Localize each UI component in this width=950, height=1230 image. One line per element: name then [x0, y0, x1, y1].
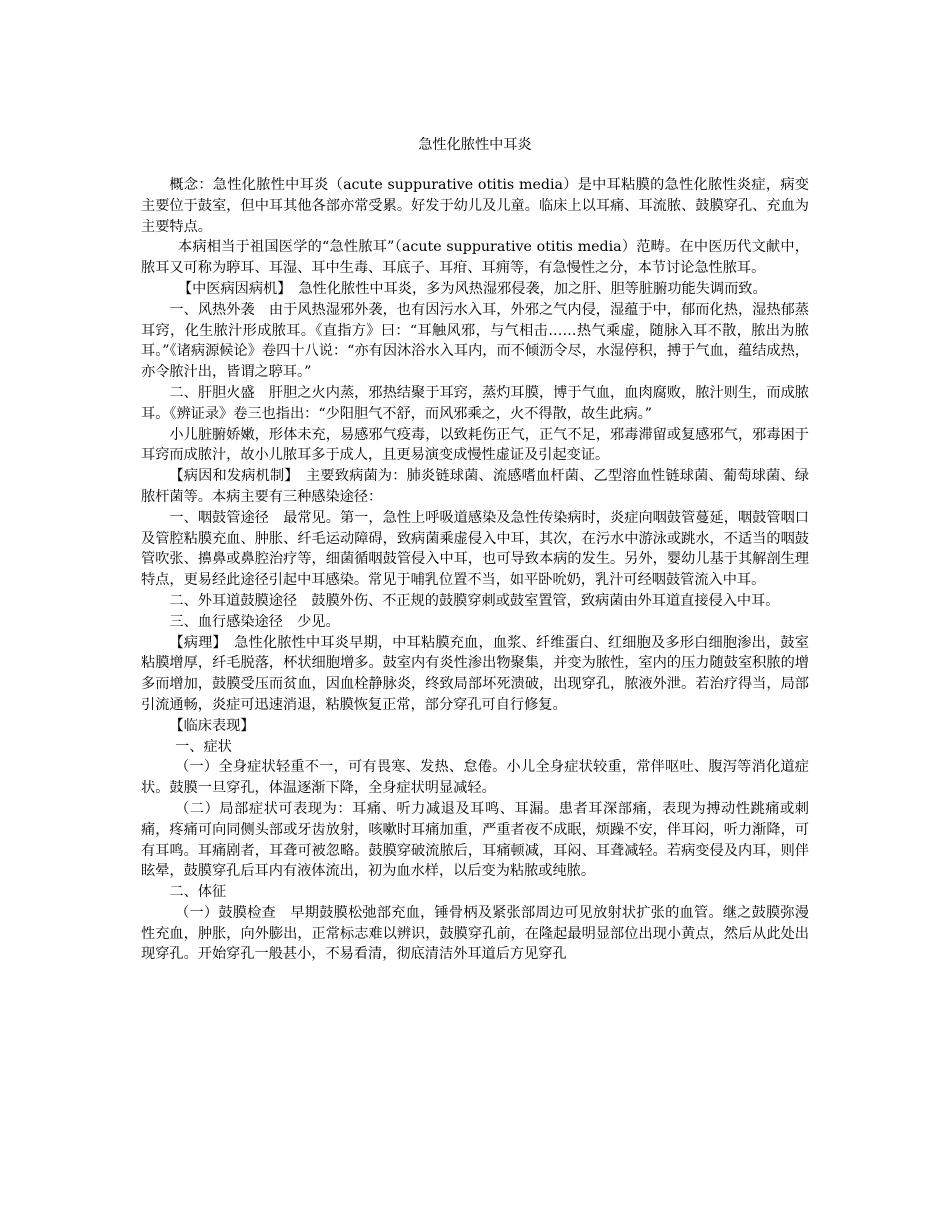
paragraph-pathogenesis: 【病因和发病机制】 主要致病菌为：肺炎链球菌、流感嗜血杆菌、乙型溶血性链球菌、葡萄球菌、绿脓杆菌等。本病主要有三种感染途径：	[141, 468, 809, 505]
paragraph-eustachian-route: 一、咽鼓管途径 最常见。第一，急性上呼吸道感染及急性传染病时，炎症向咽鼓管蔓延，咽鼓管咽口及管腔粘膜充血、肿胀、纤毛运动障碍，致病菌乘虚侵入中耳，其次，在污水中游泳或跳水，不适当的咽鼓管吹张、擤鼻或鼻腔治疗等，细菌循咽鼓管侵入中耳，也可导致本病的发生。另外，婴幼儿基于其解剖生理特点，更易经此途径引起中耳感染。常见于哺乳位置不当，如平卧吮奶，乳汁可经咽鼓管流入中耳。	[141, 509, 809, 589]
heading-clinical: 【临床表现】	[169, 717, 255, 734]
paragraph-pathology: 【病理】 急性化脓性中耳炎早期，中耳粘膜充血，血浆、纤维蛋白、红细胞及多形白细胞渗出，鼓室粘膜增厚，纤毛脱落，杯状细胞增多。鼓室内有炎性渗出物聚集，并变为脓性，室内的压力随鼓室积脓的增多而增加，鼓膜受压而贫血，因血栓静脉炎，终致局部坏死溃破，出现穿孔，脓液外泄。若治疗得当，局部引流通畅，炎症可迅速消退，粘膜恢复正常，部分穿孔可自行修复。	[141, 634, 809, 713]
heading-symptoms: 一、症状	[175, 738, 232, 755]
heading-signs: 二、体征	[169, 884, 227, 901]
paragraph-children: 小儿脏腑娇嫩，形体未充，易感邪气疫毒，以致耗伤正气，正气不足，邪毒滞留或复感邪气，邪毒困于耳窍而成脓汁，故小儿脓耳多于成人，且更易演变成慢性虚证及引起变证。	[141, 426, 809, 464]
paragraph-tcm-equivalent: 本病相当于祖国医学的“急性脓耳”（acute suppurative otitis media）范畴。在中医历代文献中，脓耳又可称为聤耳、耳湿、耳中生毒、耳底子、耳疳、耳痈等，有急慢性之分，本节讨论急性脓耳。	[141, 239, 809, 277]
paragraph-liver-gallbladder-fire: 二、肝胆火盛 肝胆之火内蒸，邪热结聚于耳窍，蒸灼耳膜，博于气血，血肉腐败，脓汁则生，而成脓耳。《辨证录》卷三也指出：“少阳胆气不舒，而风邪乘之，火不得散，故生此病。”	[141, 384, 809, 422]
paragraph-concept: 概念：急性化脓性中耳炎（acute suppurative otitis media）是中耳粘膜的急性化脓性炎症，病变主要位于鼓室，但中耳其他各部亦常受累。好发于幼儿及儿童。临床上以耳痛、耳流脓、鼓膜穿孔、充血为主要特点。	[141, 177, 809, 235]
document-body	[141, 175, 809, 965]
paragraph-external-canal-route: 二、外耳道鼓膜途径 鼓膜外伤、不正规的鼓膜穿刺或鼓室置管，致病菌由外耳道直接侵入中耳。	[169, 592, 780, 609]
paragraph-local-symptoms: （二）局部症状可表现为：耳痛、听力减退及耳鸣、耳漏。患者耳深部痛，表现为搏动性跳痛或刺痛，疼痛可向同侧头部或牙齿放射，咳嗽时耳痛加重，严重者夜不成眠，烦躁不安，伴耳闷，听力渐降，可有耳鸣。耳痛剧者，耳聋可被忽略。鼓膜穿破流脓后，耳痛顿减，耳闷、耳聋减轻。若病变侵及内耳，则伴眩晕，鼓膜穿孔后耳内有液体流出，初为血水样，以后变为粘脓或纯脓。	[141, 800, 809, 880]
paragraph-wind-heat: 一、风热外袭 由于风热湿邪外袭，也有因污水入耳，外邪之气内侵，湿蕴于中，郁而化热，湿热郁蒸耳窍，化生脓汁形成脓耳。《直指方》曰：“耳触风邪，与气相击……热气乘虚，随脉入耳不散，脓出为脓耳。”《诸病源候论》卷四十八说：“亦有因沐浴水入耳内，而不倾沥令尽，水湿停积，搏于气血，蕴结成热，亦令脓汁出，皆谓之聤耳。”	[141, 301, 809, 381]
paragraph-systemic-symptoms: （一）全身症状轻重不一，可有畏寒、发热、怠倦。小儿全身症状较重，常伴呕吐、腹泻等消化道症状。鼓膜一旦穿孔，体温逐渐下降，全身症状明显减轻。	[141, 759, 809, 797]
document-title: 急性化脓性中耳炎	[418, 137, 532, 153]
paragraph-blood-route: 三、血行感染途径 少见。	[169, 613, 340, 630]
paragraph-tcm-etiology: 【中医病因病机】 急性化脓性中耳炎，多为风热湿邪侵袭，加之肝、胆等脏腑功能失调而致。	[177, 280, 767, 297]
paragraph-tympanic-exam: （一）鼓膜检查 早期鼓膜松弛部充血，锤骨柄及紧张部周边可见放射状扩张的血管。继之鼓膜弥漫性充血，肿胀，向外膨出，正常标志难以辨识，鼓膜穿孔前，在隆起最明显部位出现小黄点，然后从此处出现穿孔。开始穿孔一般甚小，不易看清，彻底清洁外耳道后方见穿孔	[141, 904, 809, 963]
